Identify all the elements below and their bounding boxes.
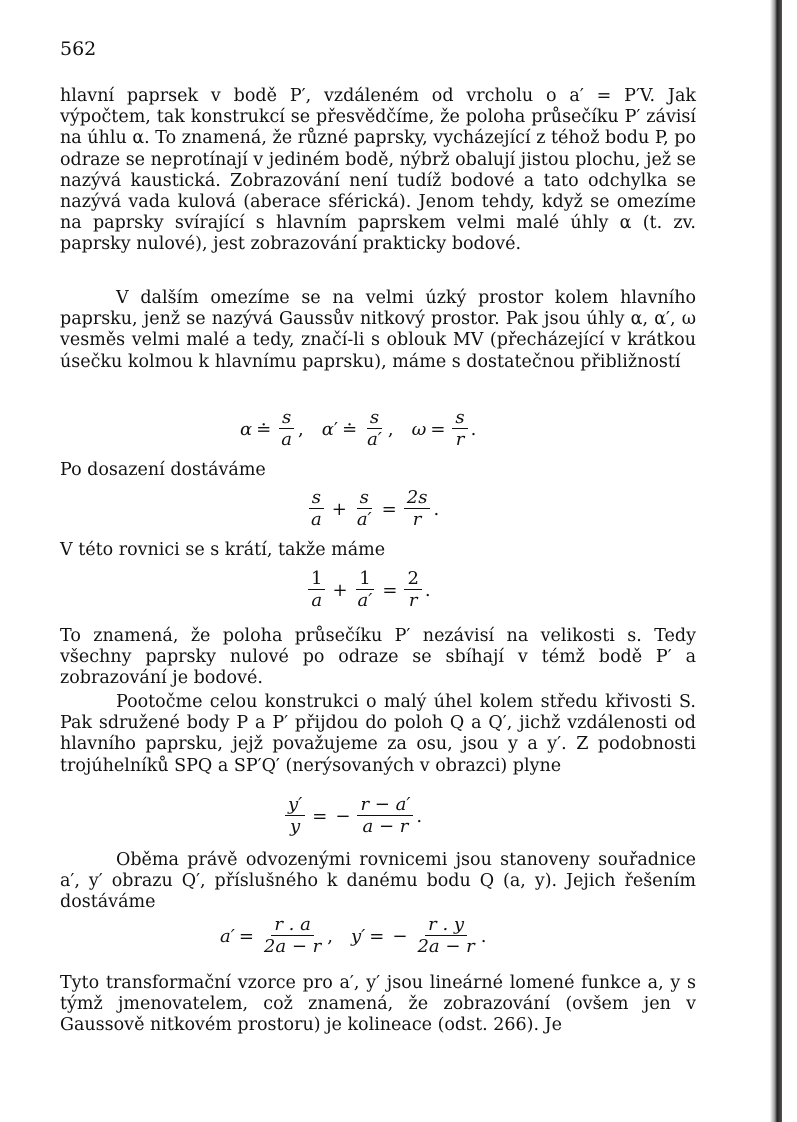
operator: + [332,580,348,601]
denominator: 2a − r [417,936,475,957]
punct: , [297,419,304,440]
page-binding-shadow [770,0,782,1122]
paragraph-4: V této rovnici se s krátí, takže máme [60,540,386,560]
numerator: 2s [404,488,431,509]
punct: . [416,806,423,827]
paragraph-6: Pootočme celou konstrukci o malý úhel kolem středu křivosti S. Pak sdružené body P a P′ přijdou do poloh Q a Q′, jichž vzdálenosti od hlavního paprsku, jejž považujeme za osu, jsou y a y′. Z podobnosti trojúhelníků SPQ a SP′Q′ (nerýsovaných v obrazci) plyne [60,692,696,776]
operator: = [381,499,397,520]
denominator: a [311,509,322,530]
equation-substituted [305,488,439,531]
symbol: a′ [220,926,235,947]
numerator: y′ [285,795,305,816]
paragraph-7: Oběma právě odvozenými rovnicemi jsou stanoveny souřadnice a′, y′ obrazu Q′, příslušného k danému bodu Q (a, y). Jejich řešením dostáváme [60,850,696,913]
operator: − [335,806,351,827]
operator: ≐ [256,419,272,440]
punct: . [470,419,477,440]
numerator: 2 [404,569,421,590]
denominator: r [412,509,422,530]
numerator: s [452,408,467,429]
numerator: r . a [271,915,314,936]
numerator: s [357,488,372,509]
symbol: α [321,419,334,440]
numerator: s [309,488,324,509]
punct: , [387,419,394,440]
denominator: y [290,816,301,837]
symbol: ω [411,419,427,440]
denominator: 2a − r [263,936,322,957]
fraction [452,408,467,451]
equation-mirror [305,569,431,612]
equation-similarity [282,795,422,838]
denominator: a′ [356,509,372,530]
symbol: α [240,419,253,440]
denominator: r [455,429,465,450]
punct: . [424,580,431,601]
equation-small-angles: α ≐ $\frac{s}{a}$ , α ′ ≐ $\frac{s}{a'}$ , ω = $\frac{s}{r}$ . [240,407,477,450]
operator: + [331,499,347,520]
operator: = [312,806,328,827]
paragraph-5: To znamená, že poloha průsečíku P′ nezávisí na velikosti s. Tedy všechny paprsky nulové po odraze se sbíhají v témž bodě P′ a zobrazování je bodové. [60,626,696,689]
symbol: y′ [350,926,366,947]
denominator: a′ [367,429,382,450]
numerator: 1 [308,569,325,590]
operator: = [430,419,446,440]
paragraph-8: Tyto transformační vzorce pro a′, y′ jsou lineárné lomené funkce a, y s týmž jmenovatelem, což znamená, že zobrazování (ovšem jen v Gaussově nitkovém prostoru) je kolineace (odst. 266). Je [60,973,696,1036]
denominator: a [311,590,323,611]
operator: − [392,926,408,947]
numerator: r − a′ [357,795,413,816]
fraction [278,408,295,451]
fraction [364,408,385,451]
punct: , [327,926,333,947]
paragraph-3: Po dosazení dostáváme [60,460,266,480]
numerator: r . y [425,915,467,936]
denominator: a′ [357,590,373,611]
paragraph-1: hlavní paprsek v bodě P′, vzdáleném od vrcholu o a′ = P′V. Jak výpočtem, tak konstrukcí se přesvědčíme, že poloha průsečíku P′ závisí na úhlu α. To znamená, že různé paprsky, vycházející z téhož bodu P, po odraze se neprotínají v jediném bodě, nýbrž obalují jistou plochu, jež se nazývá kaustická. Zobrazování není tudíž bodové a tato odchylka se nazývá vada kulová (aberace sférická). Jenom tehdy, když se omezíme na paprsky svírající s hlavním paprskem velmi malé úhly α (t. zv. paprsky nulové), jest zobrazování prakticky bodové. [60,86,696,255]
punct: . [433,499,440,520]
operator: = [382,580,398,601]
punct: . [480,926,487,947]
operator: = [238,926,254,947]
page-number: 562 [60,38,97,60]
numerator: s [279,408,294,429]
denominator: a [281,429,292,450]
operator: = [369,926,385,947]
numerator: 1 [356,569,373,590]
equation-transform [220,915,487,958]
operator: ≐ [341,419,358,440]
numerator: s [367,408,382,429]
denominator: a − r [362,816,409,837]
paragraph-2: V dalším omezíme se na velmi úzký prostor kolem hlavního paprsku, jenž se nazývá Gaussův nitkový prostor. Pak jsou úhly α, α′, ω vesměs velmi malé a tedy, značí-li s oblouk MV (přecházející v krátkou úsečku kolmou k hlavnímu paprsku), máme s dostatečnou přibližností [60,288,696,372]
denominator: r [408,590,418,611]
